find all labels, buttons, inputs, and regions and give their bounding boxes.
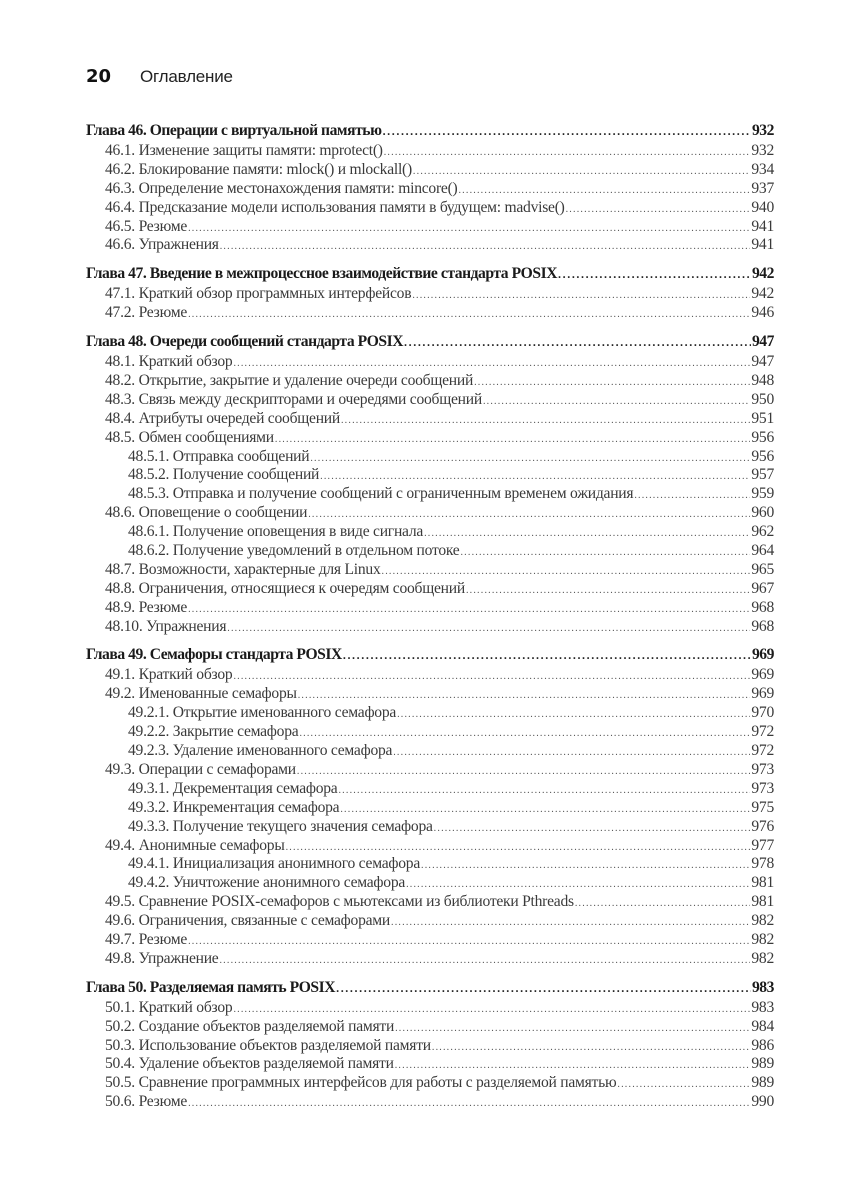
- entry-page-number: 942: [751, 265, 774, 283]
- dot-leader: [474, 374, 750, 393]
- entry-page-number: 969: [751, 685, 774, 703]
- toc-section[interactable]: [86, 429, 774, 448]
- entry-page-number: 962: [751, 523, 774, 541]
- entry-page-number: 956: [751, 447, 774, 465]
- entry-page-number: 965: [751, 560, 774, 578]
- dot-leader: [424, 525, 750, 544]
- toc-section[interactable]: [86, 599, 774, 618]
- dot-leader: [397, 706, 750, 725]
- toc-section[interactable]: [86, 391, 774, 410]
- running-head-title: Оглавление: [140, 67, 233, 86]
- dot-leader: [188, 220, 750, 239]
- entry-page-number: 932: [751, 142, 774, 159]
- toc-chapter[interactable]: [86, 331, 774, 353]
- toc-section[interactable]: [86, 161, 774, 180]
- entry-page-number: 956: [751, 428, 774, 446]
- entry-page-number: 982: [751, 949, 774, 967]
- entry-title: Глава 49. Семафоры стандарта POSIX: [86, 646, 342, 664]
- toc-section[interactable]: [86, 285, 774, 304]
- entry-title: 47.1. Краткий обзор программных интерфейсов: [105, 285, 412, 303]
- entry-page-number: 940: [751, 198, 774, 216]
- entry-title: 49.6. Ограничения, связанные с семафорами: [105, 912, 391, 930]
- entry-title: Глава 50. Разделяемая память POSIX: [86, 978, 336, 996]
- dot-leader: [275, 431, 750, 450]
- toc-section[interactable]: [86, 950, 774, 969]
- entry-page-number: 990: [751, 1093, 774, 1111]
- entry-title: 48.5.1. Отправка сообщений: [128, 447, 310, 465]
- entry-page-number: 967: [751, 579, 774, 597]
- toc-subsection[interactable]: [86, 448, 774, 467]
- dot-leader: [404, 331, 751, 353]
- entry-page-number: 986: [751, 1036, 774, 1054]
- toc-section[interactable]: [86, 372, 774, 391]
- entry-page-number: 947: [751, 353, 774, 371]
- entry-title: Глава 47. Введение в межпроцессное взаимодействие стандарта POSIX: [86, 265, 558, 283]
- toc-subsection[interactable]: [86, 874, 774, 893]
- entry-page-number: 989: [751, 1055, 774, 1073]
- entry-page-number: 947: [751, 333, 774, 351]
- entry-title: 48.5.2. Получение сообщений: [128, 466, 320, 484]
- entry-title: 50.4. Удаление объектов разделяемой памяти: [105, 1055, 394, 1073]
- toc-subsection[interactable]: [86, 542, 774, 561]
- dot-leader: [391, 914, 750, 933]
- entry-title: 48.3. Связь между дескрипторами и очередями сообщений: [105, 390, 482, 408]
- entry-page-number: 970: [751, 704, 774, 722]
- toc-subsection[interactable]: [86, 523, 774, 542]
- entry-title: 49.2.1. Открытие именованного семафора: [128, 704, 397, 722]
- dot-leader: [483, 393, 750, 412]
- entry-title: 49.2. Именованные семафоры: [105, 685, 297, 703]
- dot-leader: [434, 820, 751, 839]
- entry-title: 49.2.2. Закрытие семафора: [128, 723, 299, 741]
- entry-page-number: 981: [751, 874, 774, 892]
- entry-title: 48.7. Возможности, характерные для Linux: [105, 560, 381, 578]
- entry-title: 49.4.1. Инициализация анонимного семафора: [128, 855, 421, 873]
- toc-section[interactable]: [86, 618, 774, 637]
- dot-leader: [413, 163, 750, 182]
- entry-page-number: 948: [751, 372, 774, 390]
- entry-page-number: 968: [751, 598, 774, 616]
- entry-title: 46.2. Блокирование памяти: mlock() и mlockall(): [105, 160, 412, 178]
- toc-section[interactable]: [86, 353, 774, 372]
- entry-title: 49.1. Краткий обзор: [105, 666, 233, 684]
- entry-page-number: 983: [751, 998, 774, 1016]
- entry-page-number: 941: [751, 236, 774, 254]
- entry-title: 49.3. Операции с семафорами: [105, 760, 296, 778]
- toc-section[interactable]: [86, 304, 774, 323]
- dot-leader: [412, 287, 750, 306]
- entry-title: 49.5. Сравнение POSIX-семафоров с мьютексами из библиотеки Pthreads: [105, 893, 574, 911]
- entry-title: 46.3. Определение местонахождения памяти: mincore(): [105, 179, 458, 197]
- dot-leader: [219, 952, 750, 971]
- entry-title: 49.2.3. Удаление именованного семафора: [128, 742, 393, 760]
- toc-chapter[interactable]: [86, 120, 774, 142]
- toc-section[interactable]: [86, 912, 774, 931]
- toc-section[interactable]: [86, 218, 774, 237]
- toc-subsection[interactable]: [86, 742, 774, 761]
- dot-leader: [395, 1020, 750, 1039]
- entry-title: Глава 46. Операции с виртуальной памятью: [86, 122, 382, 139]
- dot-leader: [227, 620, 750, 639]
- entry-title: 46.1. Изменение защиты памяти: mprotect(): [105, 142, 383, 159]
- dot-leader: [336, 977, 751, 999]
- entry-title: 49.8. Упражнение: [105, 949, 219, 967]
- toc-section[interactable]: [86, 142, 774, 161]
- entry-page-number: 964: [751, 542, 774, 560]
- dot-leader: [188, 1095, 750, 1114]
- entry-title: 47.2. Резюме: [105, 304, 188, 322]
- entry-page-number: 977: [751, 836, 774, 854]
- dot-leader: [188, 933, 750, 952]
- toc-section[interactable]: [86, 685, 774, 704]
- entry-title: 48.10. Упражнения: [105, 617, 227, 635]
- toc-section[interactable]: [86, 931, 774, 950]
- toc-section[interactable]: [86, 580, 774, 599]
- toc-section[interactable]: [86, 666, 774, 685]
- dot-leader: [558, 263, 751, 285]
- toc-section[interactable]: [86, 893, 774, 912]
- entry-title: 50.2. Создание объектов разделяемой памяти: [105, 1017, 395, 1035]
- toc-section[interactable]: [86, 410, 774, 429]
- entry-title: 50.3. Использование объектов разделяемой памяти: [105, 1036, 431, 1054]
- entry-title: 48.5. Обмен сообщениями: [105, 428, 274, 446]
- toc-section[interactable]: [86, 837, 774, 856]
- entry-page-number: 946: [751, 304, 774, 322]
- dot-leader: [432, 1039, 750, 1058]
- entry-page-number: 972: [751, 723, 774, 741]
- entry-page-number: 951: [751, 409, 774, 427]
- entry-page-number: 972: [751, 742, 774, 760]
- entry-title: 48.2. Открытие, закрытие и удаление очереди сообщений: [105, 372, 474, 390]
- entry-page-number: 957: [751, 466, 774, 484]
- dot-leader: [421, 857, 750, 876]
- toc-subsection[interactable]: [86, 818, 774, 837]
- toc-section[interactable]: [86, 1055, 774, 1074]
- entry-page-number: 989: [751, 1074, 774, 1092]
- toc-section[interactable]: [86, 180, 774, 199]
- dot-leader: [343, 644, 751, 666]
- toc-section[interactable]: [86, 561, 774, 580]
- toc-subsection[interactable]: [86, 723, 774, 742]
- toc-section[interactable]: [86, 999, 774, 1018]
- entry-page-number: 934: [751, 160, 774, 178]
- entry-page-number: 984: [751, 1017, 774, 1035]
- dot-leader: [634, 487, 750, 506]
- entry-title: 48.6.2. Получение уведомлений в отдельном потоке: [128, 542, 460, 560]
- entry-title: 49.3.1. Декрементация семафора: [128, 779, 338, 797]
- entry-page-number: 973: [751, 760, 774, 778]
- entry-page-number: 976: [751, 817, 774, 835]
- entry-title: 50.6. Резюме: [105, 1093, 188, 1111]
- entry-page-number: 973: [751, 779, 774, 797]
- entry-title: 49.3.2. Инкрементация семафора: [128, 798, 340, 816]
- toc-subsection[interactable]: [86, 855, 774, 874]
- entry-title: 48.8. Ограничения, относящиеся к очередям сообщений: [105, 579, 465, 597]
- entry-title: 46.4. Предсказание модели использования памяти в будущем: madvise(): [105, 198, 565, 216]
- entry-page-number: 960: [751, 504, 774, 522]
- entry-page-number: 981: [751, 893, 774, 911]
- entry-title: 48.1. Краткий обзор: [105, 353, 233, 371]
- toc-chapter[interactable]: [86, 977, 774, 999]
- toc-subsection[interactable]: [86, 466, 774, 485]
- dot-leader: [617, 1076, 750, 1095]
- entry-page-number: 959: [751, 485, 774, 503]
- toc-subsection[interactable]: [86, 485, 774, 504]
- entry-page-number: 950: [751, 390, 774, 408]
- dot-leader: [297, 763, 750, 782]
- entry-page-number: 983: [751, 978, 774, 996]
- entry-page-number: 937: [751, 179, 774, 197]
- dot-leader: [383, 120, 751, 142]
- entry-title: 48.4. Атрибуты очередей сообщений: [105, 409, 340, 427]
- dot-leader: [338, 782, 750, 801]
- page-number: 20: [86, 66, 112, 87]
- dot-leader: [460, 544, 750, 563]
- toc-section[interactable]: [86, 761, 774, 780]
- entry-title: 48.6. Оповещение о сообщении: [105, 504, 308, 522]
- dot-leader: [188, 306, 750, 325]
- toc-section[interactable]: [86, 504, 774, 523]
- dot-leader: [220, 238, 751, 257]
- dot-leader: [188, 601, 750, 620]
- entry-page-number: 942: [751, 285, 774, 303]
- entry-title: 49.3.3. Получение текущего значения семафора: [128, 817, 433, 835]
- toc-section[interactable]: [86, 199, 774, 218]
- table-of-contents: [86, 120, 774, 1112]
- toc-section[interactable]: [86, 1018, 774, 1037]
- entry-page-number: 969: [751, 646, 774, 664]
- dot-leader: [393, 744, 750, 763]
- entry-page-number: 982: [751, 930, 774, 948]
- entry-page-number: 969: [751, 666, 774, 684]
- toc-section[interactable]: [86, 1037, 774, 1056]
- entry-title: 50.5. Сравнение программных интерфейсов для работы с разделяемой памятью: [105, 1074, 617, 1092]
- entry-title: 49.4. Анонимные семафоры: [105, 836, 285, 854]
- dot-leader: [233, 668, 750, 687]
- entry-page-number: 978: [751, 855, 774, 873]
- dot-leader: [466, 582, 750, 601]
- dot-leader: [384, 144, 751, 163]
- toc-chapter[interactable]: [86, 644, 774, 666]
- toc-section[interactable]: [86, 1093, 774, 1112]
- dot-leader: [566, 201, 751, 220]
- toc-subsection[interactable]: [86, 704, 774, 723]
- running-head: [86, 66, 233, 87]
- entry-title: 46.6. Упражнения: [105, 236, 219, 254]
- toc-subsection[interactable]: [86, 780, 774, 799]
- entry-page-number: 975: [751, 798, 774, 816]
- entry-title: 48.6.1. Получение оповещения в виде сигнала: [128, 523, 424, 541]
- entry-page-number: 982: [751, 912, 774, 930]
- dot-leader: [341, 412, 750, 431]
- toc-section[interactable]: [86, 1074, 774, 1093]
- entry-title: Глава 48. Очереди сообщений стандарта POSIX: [86, 333, 404, 351]
- entry-page-number: 941: [751, 217, 774, 235]
- toc-chapter[interactable]: [86, 263, 774, 285]
- entry-title: 50.1. Краткий обзор: [105, 998, 233, 1016]
- entry-title: 48.9. Резюме: [105, 598, 188, 616]
- toc-section[interactable]: [86, 236, 774, 255]
- entry-title: 48.5.3. Отправка и получение сообщений с ограниченным временем ожидания: [128, 485, 634, 503]
- entry-title: 49.4.2. Уничтожение анонимного семафора: [128, 874, 406, 892]
- entry-page-number: 932: [751, 122, 774, 139]
- toc-subsection[interactable]: [86, 799, 774, 818]
- dot-leader: [310, 450, 750, 469]
- entry-title: 49.7. Резюме: [105, 930, 188, 948]
- entry-page-number: 968: [751, 617, 774, 635]
- entry-title: 46.5. Резюме: [105, 217, 188, 235]
- dot-leader: [575, 895, 751, 914]
